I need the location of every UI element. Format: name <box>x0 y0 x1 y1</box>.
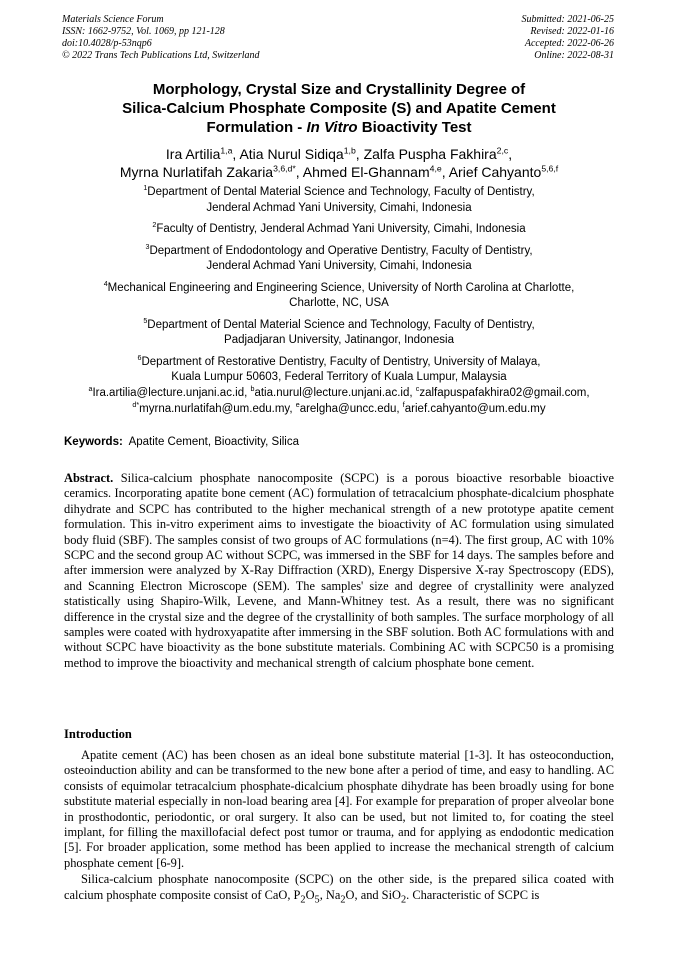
date-online: Online: 2022-08-31 <box>534 50 614 61</box>
author-line-1: Ira Artilia$^{1,a}$, Atia Nurul Sidiqa$^{1,b}$, Zalfa Puspha Fakhira$^{2,c}$, <box>165 145 513 162</box>
affiliation-text: Charlotte, NC, USA <box>289 297 389 309</box>
affiliation-text: Kuala Lumpur 50603, Federal Territory of Kuala Lumpur, Malaysia <box>171 371 507 383</box>
author-line-2: Myrna Nurlatifah Zakaria$^{3,6,d*}$, Ahmed El-Ghannam$^{4,e}$, Arief Cahyanto$^{5,6,f}$ <box>119 163 559 180</box>
affiliation-4 <box>40 281 638 312</box>
author-sup: 5,6,f <box>541 163 559 174</box>
affiliation-text: Mechanical Engineering and Engineering Science, University of North Carolina at Charlotte, <box>107 281 575 294</box>
paragraph-text: O <box>305 887 315 902</box>
affiliation-number: 6 <box>137 353 142 362</box>
affiliation-2 <box>40 222 638 238</box>
affiliation-list <box>40 185 638 392</box>
paragraph-text: Silica-calcium phosphate nanocomposite (SCPC) on the other side, is the prepared silica coated with calcium phosphate composite consist of CaO, P <box>64 872 614 902</box>
affiliation-number: 3 <box>145 242 150 251</box>
abstract-text: Silica-calcium phosphate nanocomposite (SCPC) is a porous bioactive resorbable bioactive ceramics. Incorporating apatite bone cement (AC) formulation of tetracalcium phosphate-dicalcium phosphate dihydrate and SCPC has contributed to the higher mechanical strength of a new prototype apatite cement formulation. This in-vitro experiment aims to investigate the bioactivity of AC formulation using simulated body fluid (SBF). The samples consist of two groups of AC formulations (n=4). The first group, AC with 10% SCPC and the second group AC without SCPC, was immersed in the SBF for 14 days. The samples before and after immersion were analyzed by X-Ray Diffraction (XRD), Energy Dispersive X-ray Spectroscopy (EDS), and Scanning Electron Microscope (SEM). The samples' size and degree of crystallinity were analyzed statistically using Shapiro-Wilk, Levene, and Mann-Whitney test. As a result, there was no significant difference in the crystal size and the degree of the crystallinity of both samples. The surface morphology of all samples were coated with hydroxyapatite after immersing in the SBF solution. Both AC formulations with and without SCPC have bioactivity as the bone substitute materials. Combining AC with SCPC50 is a promising method to improve the bioactivity and mechanical strength of calcium phosphate bone cement. <box>64 471 614 670</box>
keywords-text: Apatite Cement, Bioactivity, Silica <box>128 436 300 448</box>
email-sup: f <box>402 400 405 409</box>
affiliation-text: Padjadjaran University, Jatinangor, Indonesia <box>224 334 454 346</box>
affiliation-text: Jenderal Achmad Yani University, Cimahi, Indonesia <box>206 201 472 214</box>
section-heading-introduction: Introduction <box>64 727 132 741</box>
author-sup: 3,6,d* <box>273 163 296 174</box>
author-sup: 1,b <box>343 145 356 156</box>
email-sup: c <box>415 385 420 394</box>
subscript: 5 <box>314 894 320 906</box>
affiliation-text: Department of Dental Material Science and Technology, Faculty of Dentistry, <box>147 318 535 331</box>
affiliation-1 <box>40 185 638 216</box>
paragraph-text: . Characteristic of SCPC is <box>406 887 540 902</box>
date-revised: Revised: 2022-01-16 <box>530 26 614 37</box>
date-accepted: Accepted: 2022-06-26 <box>524 38 614 49</box>
affiliation-text: Jenderal Achmad Yani University, Cimahi, Indonesia <box>206 260 472 272</box>
title-line-3 <box>40 118 638 137</box>
subscript: 2 <box>400 894 407 906</box>
author-name: Ahmed El-Ghannam <box>302 164 430 180</box>
affiliation-3 <box>40 244 638 275</box>
affiliation-text: Department of Dental Material Science and Technology, Faculty of Dentistry, <box>147 186 535 198</box>
subscript: 2 <box>340 894 346 906</box>
affiliation-text: Department of Endodontology and Operative Dentistry, Faculty of Dentistry, <box>149 244 533 257</box>
subscript: 2 <box>300 894 306 906</box>
paragraph: Apatite cement (AC) has been chosen as an ideal bone substitute material [1-3]. It has osteoconduction, osteoinduction ability and can be transformed to the new bone after a period of time, and easy to handling. AC consists of equimolar tetracalcium phosphate-dicalcium phosphate dihydrate has been broadly using for bone substitute material especially in non-load bearing area [4]. For example for preparation of proper alveolar bone in prosthodontic, periodontic, or oral surgery. It also can be used, but not limited to, for coating the steel implant, for filling the maxillofacial defect post tumor or trauma, and for applying as endodontic medication [5]. For broader application, some method has been applied to increase the mechanical strength of calcium phosphate cement [6-9]. <box>64 748 614 870</box>
email-sup: a <box>88 385 93 394</box>
journal-info <box>62 14 260 62</box>
author-emails <box>30 386 648 417</box>
paragraph-text: , Na <box>319 887 341 902</box>
abstract-label: Abstract. <box>64 471 114 485</box>
title-line-3-pre: Formulation - <box>206 119 307 136</box>
affiliation-text: Faculty of Dentistry, Jenderal Achmad Yani University, Cimahi, Indonesia <box>156 223 526 235</box>
affiliation-number: 5 <box>143 316 148 325</box>
author-name: Ira Artilia <box>165 146 221 162</box>
journal-issn: ISSN: 1662-9752, Vol. 1069, pp 121-128 <box>62 26 225 37</box>
paper-title <box>40 80 638 137</box>
email-link[interactable]: Ira.artilia@lecture.unjani.ac.id, <box>92 387 248 399</box>
email-sup: b <box>250 385 255 394</box>
email-link[interactable]: myrna.nurlatifah@um.edu.my, <box>139 402 293 415</box>
email-link[interactable]: atia.nurul@lecture.unjani.ac.id, <box>254 387 413 399</box>
affiliation-number: 4 <box>103 279 108 288</box>
journal-name: Materials Science Forum <box>62 14 164 25</box>
publication-dates <box>522 14 615 62</box>
keywords-label: Keywords: <box>64 436 123 448</box>
author-name: Atia Nurul Sidiqa <box>239 146 344 162</box>
affiliation-text: Department of Restorative Dentistry, Faculty of Dentistry, University of Malaya, <box>141 355 541 368</box>
title-line-2: Silica-Calcium Phosphate Composite (S) and Apatite Cement <box>122 100 556 117</box>
journal-doi: doi:10.4028/p-53nqp6 <box>62 38 152 49</box>
paragraph <box>64 872 614 907</box>
email-line-2 <box>30 402 648 418</box>
abstract <box>64 471 614 671</box>
title-italic: In Vitro <box>306 119 358 136</box>
journal-copyright: © 2022 Trans Tech Publications Ltd, Switzerland <box>62 50 260 61</box>
affiliation-number: 2 <box>152 221 157 230</box>
author-name: Myrna Nurlatifah Zakaria <box>119 164 274 180</box>
email-sup: d* <box>132 400 140 409</box>
title-line-3-post: Bioactivity Test <box>357 119 472 136</box>
keywords <box>64 435 614 450</box>
author-name: Arief Cahyanto <box>448 164 542 180</box>
title-line-1: Morphology, Crystal Size and Crystallinity Degree of <box>152 81 526 98</box>
author-list <box>30 145 648 181</box>
author-sup: 1,a <box>220 145 233 156</box>
email-link[interactable]: zalfapuspafakhira02@gmail.com, <box>419 387 590 399</box>
author-sup: 2,c <box>496 145 509 156</box>
affiliation-number: 1 <box>143 184 148 193</box>
author-sup: 4,e <box>429 163 442 174</box>
author-name: Zalfa Puspha Fakhira <box>363 146 497 162</box>
affiliation-5 <box>40 318 638 349</box>
date-submitted: Submitted: 2021-06-25 <box>521 14 614 25</box>
email-link[interactable]: arief.cahyanto@um.edu.my <box>404 402 546 415</box>
email-link[interactable]: arelgha@uncc.edu, <box>299 402 400 415</box>
email-sup: e <box>295 400 300 409</box>
email-line-1 <box>30 386 648 402</box>
affiliation-6 <box>40 355 638 386</box>
introduction-body <box>64 748 614 909</box>
paragraph-text: O, and SiO <box>345 887 401 902</box>
